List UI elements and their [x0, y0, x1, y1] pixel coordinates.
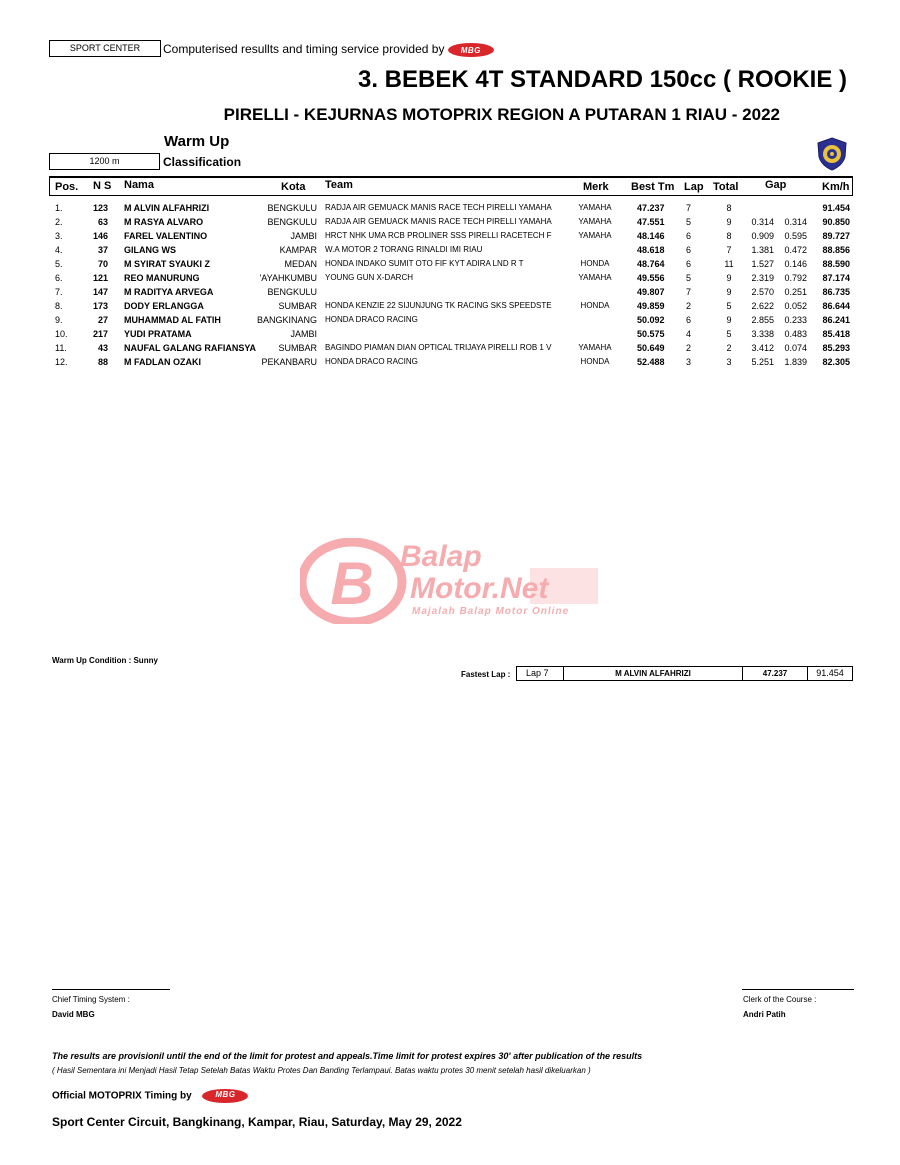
- cell-city: MEDAN: [284, 259, 317, 269]
- cell-kmh: 85.418: [822, 329, 850, 339]
- cell-lap: 5: [686, 217, 692, 227]
- cell-city: BENGKULU: [267, 287, 317, 297]
- cell-city: BENGKULU: [267, 217, 317, 227]
- cell-kmh: 90.850: [822, 217, 850, 227]
- cell-name: FAREL VALENTINO: [124, 231, 208, 241]
- cell-brand: YAMAHA: [578, 217, 612, 226]
- weather-condition: Warm Up Condition : Sunny: [52, 656, 158, 665]
- distance-label: 1200 m: [89, 156, 120, 166]
- cell-team: BAGINDO PIAMAN DIAN OPTICAL TRIJAYA PIRELLI ROB 1 V: [325, 343, 552, 352]
- cell-lap: 4: [686, 329, 692, 339]
- cell-ns: 173: [92, 301, 108, 311]
- cell-gap1: 0.909: [751, 231, 774, 241]
- cell-gap1: 2.570: [751, 287, 774, 297]
- left-signature-line: [52, 989, 170, 990]
- fastest-time-box: 47.237: [742, 666, 808, 681]
- cell-pos: 9.: [55, 315, 63, 325]
- cell-best: 47.237: [637, 203, 665, 213]
- cell-gap1: 3.338: [751, 329, 774, 339]
- cell-total: 7: [726, 245, 732, 255]
- cell-best: 52.488: [637, 357, 665, 367]
- fastest-kmh-box: 91.454: [807, 666, 853, 681]
- cell-ns: 147: [92, 287, 108, 297]
- cell-best: 49.807: [637, 287, 665, 297]
- cell-lap: 6: [686, 231, 692, 241]
- cell-brand: YAMAHA: [578, 231, 612, 240]
- mbg-logo: MBG: [448, 43, 494, 57]
- col-best: Best Tm: [631, 181, 675, 193]
- cell-ns: 70: [97, 259, 108, 269]
- cell-pos: 6.: [55, 273, 63, 283]
- protest-notice: The results are provisionil until the end of the limit for protest and appeals.Time limit for protest expires 30' after publication of the results: [52, 1051, 643, 1061]
- watermark-line1: Balap: [400, 540, 482, 573]
- fastest-label: Fastest Lap :: [461, 670, 511, 679]
- cell-team: RADJA AIR GEMUACK MANIS RACE TECH PIRELLI YAMAHA: [325, 203, 552, 212]
- cell-gap2: 0.483: [784, 329, 807, 339]
- col-name: Nama: [124, 179, 154, 191]
- cell-gap2: 0.074: [784, 343, 807, 353]
- cell-name: M ALVIN ALFAHRIZI: [124, 203, 210, 213]
- cell-lap: 2: [686, 343, 692, 353]
- col-ns: N S: [93, 180, 112, 192]
- cell-city: JAMBI: [290, 231, 317, 241]
- cell-ns: 63: [97, 217, 108, 227]
- cell-gap2: 0.146: [784, 259, 807, 269]
- col-total: Total: [713, 181, 739, 193]
- distance-box: [49, 153, 160, 170]
- cell-ns: 121: [92, 273, 108, 283]
- watermark-tagline: Majalah Balap Motor Online: [412, 606, 570, 617]
- cell-gap2: 0.792: [784, 273, 807, 283]
- cell-ns: 27: [97, 315, 108, 325]
- svg-text:B: B: [330, 550, 374, 617]
- cell-city: KAMPAR: [279, 245, 317, 255]
- cell-gap1: 2.855: [751, 315, 774, 325]
- venue-label: SPORT CENTER: [69, 43, 141, 53]
- cell-kmh: 91.454: [822, 203, 850, 213]
- cell-name: M FADLAN OZAKI: [124, 357, 201, 367]
- cell-gap1: 5.251: [751, 357, 774, 367]
- fastest-lap-box: Lap 7: [516, 666, 564, 681]
- cell-kmh: 88.590: [822, 259, 850, 269]
- cell-kmh: 86.735: [822, 287, 850, 297]
- cell-total: 8: [726, 203, 732, 213]
- cell-kmh: 88.856: [822, 245, 850, 255]
- cell-brand: YAMAHA: [578, 343, 612, 352]
- cell-brand: YAMAHA: [578, 273, 612, 282]
- cell-name: M RADITYA ARVEGA: [124, 287, 214, 297]
- cell-lap: 7: [686, 203, 692, 213]
- cell-brand: HONDA: [580, 259, 610, 268]
- fastest-rider-box: M ALVIN ALFAHRIZI: [563, 666, 743, 681]
- cell-best: 49.556: [637, 273, 665, 283]
- cell-ns: 146: [92, 231, 108, 241]
- cell-ns: 88: [97, 357, 108, 367]
- cell-gap1: 1.527: [751, 259, 774, 269]
- cell-team: HRCT NHK UMA RCB PROLINER SSS PIRELLI RACETECH F: [325, 231, 552, 240]
- cell-lap: 6: [686, 315, 692, 325]
- cell-city: BANGKINANG: [256, 315, 317, 325]
- cell-pos: 2.: [55, 217, 63, 227]
- col-brand: Merk: [583, 181, 609, 193]
- col-pos: Pos.: [55, 181, 79, 193]
- cell-pos: 10.: [55, 329, 68, 339]
- cell-team: W.A MOTOR 2 TORANG RINALDI IMI RIAU: [325, 245, 483, 254]
- cell-kmh: 82.305: [822, 357, 850, 367]
- col-kmh: Km/h: [822, 181, 850, 193]
- cell-gap2: 0.314: [784, 217, 807, 227]
- clerk-title: Clerk of the Course :: [743, 995, 817, 1004]
- clerk-name: Andri Patih: [743, 1010, 786, 1019]
- cell-total: 11: [724, 259, 734, 269]
- cell-lap: 6: [686, 245, 692, 255]
- cell-pos: 8.: [55, 301, 63, 311]
- provider-text: Computerised resullts and timing service provided by: [163, 42, 445, 56]
- cell-pos: 3.: [55, 231, 63, 241]
- watermark: [300, 538, 602, 624]
- cell-gap2: 0.233: [784, 315, 807, 325]
- cell-gap1: 0.314: [751, 217, 774, 227]
- cell-city: SUMBAR: [278, 343, 317, 353]
- cell-pos: 7.: [55, 287, 63, 297]
- cell-pos: 4.: [55, 245, 63, 255]
- cell-team: RADJA AIR GEMUACK MANIS RACE TECH PIRELLI YAMAHA: [325, 217, 552, 226]
- cell-pos: 5.: [55, 259, 63, 269]
- col-gap: Gap: [765, 179, 787, 191]
- cell-ns: 123: [92, 203, 108, 213]
- cell-name: GILANG WS: [124, 245, 176, 255]
- official-timing-text: Official MOTOPRIX Timing by: [52, 1090, 192, 1102]
- cell-ns: 37: [97, 245, 108, 255]
- cell-lap: 2: [686, 301, 692, 311]
- cell-kmh: 85.293: [822, 343, 850, 353]
- chief-timing-name: David MBG: [52, 1010, 95, 1019]
- chief-timing-title: Chief Timing System :: [52, 995, 130, 1004]
- cell-lap: 6: [686, 259, 692, 269]
- cell-kmh: 86.241: [822, 315, 850, 325]
- cell-name: M SYIRAT SYAUKI Z: [124, 259, 211, 269]
- official-timing: [52, 1089, 248, 1103]
- cell-ns: 43: [97, 343, 108, 353]
- cell-total: 9: [726, 217, 732, 227]
- cell-city: 'AYAHKUMBU: [259, 273, 317, 283]
- cell-total: 9: [726, 273, 732, 283]
- cell-team: HONDA DRACO RACING: [325, 315, 418, 324]
- cell-best: 48.764: [637, 259, 665, 269]
- cell-gap2: 0.251: [784, 287, 807, 297]
- cell-kmh: 86.644: [822, 301, 850, 311]
- cell-total: 5: [726, 301, 732, 311]
- cell-lap: 3: [686, 357, 692, 367]
- cell-total: 3: [726, 357, 732, 367]
- cell-ns: 217: [92, 329, 108, 339]
- cell-city: SUMBAR: [278, 301, 317, 311]
- cell-kmh: 87.174: [822, 273, 850, 283]
- cell-kmh: 89.727: [822, 231, 850, 241]
- cell-best: 49.859: [637, 301, 665, 311]
- cell-lap: 7: [686, 287, 692, 297]
- cell-gap1: 2.622: [751, 301, 774, 311]
- cell-total: 8: [726, 231, 732, 241]
- cell-team: HONDA DRACO RACING: [325, 357, 418, 366]
- cell-lap: 5: [686, 273, 692, 283]
- cell-gap2: 0.472: [784, 245, 807, 255]
- cell-best: 48.618: [637, 245, 665, 255]
- watermark-line2: Motor.Net: [410, 572, 549, 605]
- cell-name: YUDI PRATAMA: [124, 329, 192, 339]
- cell-name: M RASYA ALVARO: [124, 217, 204, 227]
- cell-brand: HONDA: [580, 357, 610, 366]
- cell-team: HONDA INDAKO SUMIT OTO FIF KYT ADIRA LND R T: [325, 259, 524, 268]
- circuit-location: Sport Center Circuit, Bangkinang, Kampar, Riau, Saturday, May 29, 2022: [52, 1115, 462, 1129]
- cell-total: 9: [726, 315, 732, 325]
- cell-gap1: 2.319: [751, 273, 774, 283]
- protest-notice-id: ( Hasil Sementara ini Menjadi Hasil Tetap Setelah Batas Waktu Protes Dan Banding Terlampaui. Batas waktu protes 30 menit setelah hasil dikeluarkan ): [52, 1066, 591, 1075]
- event-title: PIRELLI - KEJURNAS MOTOPRIX REGION A PUTARAN 1 RIAU - 2022: [223, 105, 780, 124]
- cell-best: 47.551: [637, 217, 665, 227]
- session-title: Warm Up: [164, 133, 230, 150]
- cell-pos: 12.: [55, 357, 68, 367]
- cell-total: 5: [726, 329, 732, 339]
- cell-best: 50.575: [637, 329, 665, 339]
- cell-best: 50.649: [637, 343, 665, 353]
- cell-gap1: 3.412: [751, 343, 774, 353]
- cell-brand: HONDA: [580, 301, 610, 310]
- col-city: Kota: [281, 181, 306, 193]
- cell-gap2: 0.052: [784, 301, 807, 311]
- cell-city: BENGKULU: [267, 203, 317, 213]
- col-team: Team: [325, 179, 353, 191]
- cell-pos: 1.: [55, 203, 63, 213]
- cell-gap2: 1.839: [784, 357, 807, 367]
- cell-total: 2: [726, 343, 732, 353]
- cell-team: HONDA KENZIE 22 SIJUNJUNG TK RACING SKS SPEEDSTE: [325, 301, 552, 310]
- cell-gap2: 0.595: [784, 231, 807, 241]
- cell-brand: YAMAHA: [578, 203, 612, 212]
- cell-name: REO MANURUNG: [124, 273, 200, 283]
- cell-total: 9: [726, 287, 732, 297]
- cell-team: YOUNG GUN X-DARCH: [325, 273, 414, 282]
- mbg-logo-footer: MBG: [202, 1089, 248, 1103]
- imi-emblem: [816, 137, 848, 171]
- cell-gap1: 1.381: [751, 245, 774, 255]
- cell-city: JAMBI: [290, 329, 317, 339]
- provider-line: [163, 42, 494, 57]
- cell-name: MUHAMMAD AL FATIH: [124, 315, 221, 325]
- cell-city: PEKANBARU: [261, 357, 317, 367]
- classification-label: Classification: [163, 155, 242, 169]
- cell-best: 48.146: [637, 231, 665, 241]
- cell-name: NAUFAL GALANG RAFIANSYA: [124, 343, 257, 353]
- class-title: 3. BEBEK 4T STANDARD 150cc ( ROOKIE ): [358, 66, 847, 93]
- cell-name: DODY ERLANGGA: [124, 301, 204, 311]
- venue-box: [49, 40, 161, 57]
- cell-pos: 11.: [55, 343, 67, 353]
- cell-best: 50.092: [637, 315, 665, 325]
- right-signature-line: [742, 989, 854, 990]
- col-lap: Lap: [684, 181, 704, 193]
